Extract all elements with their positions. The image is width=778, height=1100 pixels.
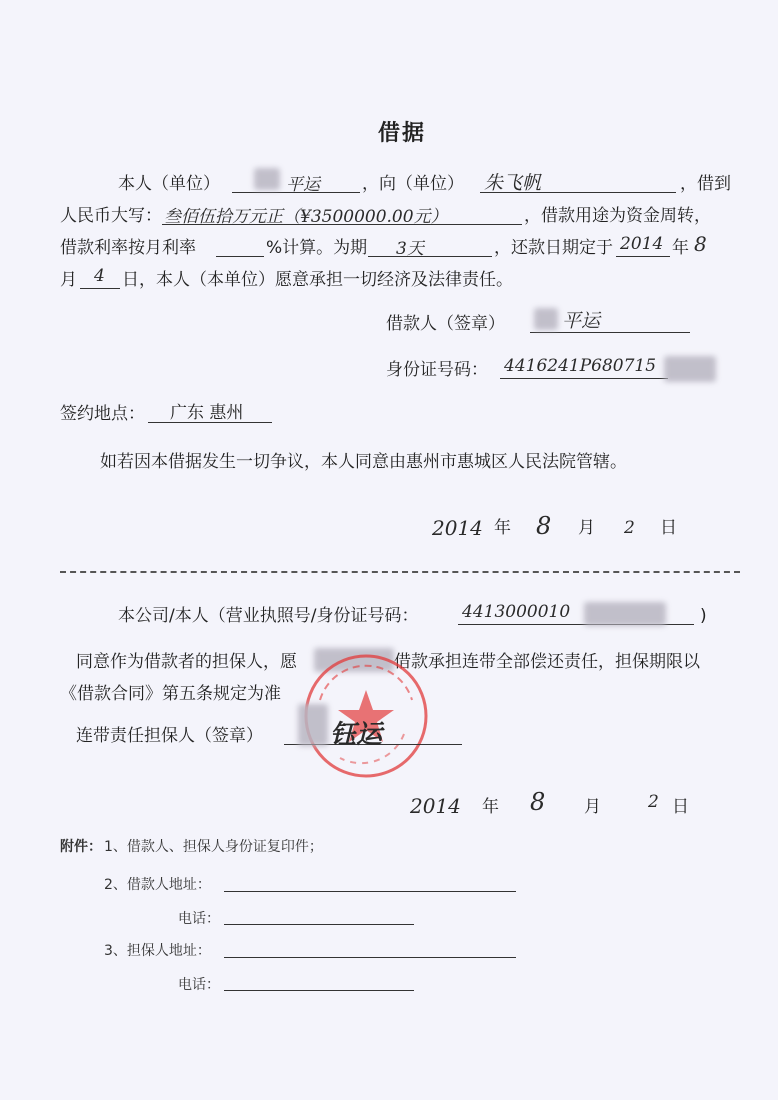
redaction-blur xyxy=(584,602,666,626)
redaction-blur xyxy=(534,308,558,330)
borrower-phone-label: 电话： xyxy=(178,911,220,927)
redaction-blur xyxy=(254,168,280,190)
lender-name-handwritten: 朱飞帆 xyxy=(484,172,542,194)
date2-month-char: 月 xyxy=(584,797,601,817)
text-month: 月 xyxy=(60,270,77,290)
date1-month: 8 xyxy=(536,512,552,540)
attachment-item-2: 2、借款人地址： xyxy=(104,877,211,893)
date1-month-char: 月 xyxy=(578,518,595,538)
guarantor-sign-label: 连带责任担保人（签章） xyxy=(76,726,263,746)
text-interest: 借款利率按月利率 xyxy=(60,238,196,258)
guarantor-id-label: 本公司/本人（营业执照号/身份证号码： xyxy=(118,606,419,626)
location-value: 广东 惠州 xyxy=(170,403,244,423)
date2-day: 2 xyxy=(648,792,659,812)
attachments-label: 附件： xyxy=(60,839,102,855)
period-underline xyxy=(368,256,492,257)
date1-year-char: 年 xyxy=(494,518,511,538)
repay-year-underline xyxy=(616,256,670,257)
text-percent-period: %计算。为期 xyxy=(266,238,368,258)
borrower-name-handwritten: 平运 xyxy=(286,175,320,195)
borrower-address-line xyxy=(224,891,516,892)
text-purpose: ，借款用途为资金周转， xyxy=(524,206,711,226)
period-handwritten: 3天 xyxy=(396,239,424,259)
text-rmb-words: 人民币大写： xyxy=(60,206,162,226)
guarantor-id-handwritten: 4413000010 xyxy=(462,602,571,622)
location-label: 签约地点： xyxy=(60,404,145,424)
guarantor-signature: 钰运 xyxy=(330,720,383,750)
date1-year: 2014 xyxy=(432,516,483,540)
borrower-signature: 平运 xyxy=(562,310,601,332)
text-to-unit: ，向（单位） xyxy=(362,174,464,194)
guarantor-consent-a: 同意作为借款者的担保人，愿 xyxy=(76,652,297,672)
guarantor-contract-clause: 《借款合同》第五条规定为准 xyxy=(60,684,281,704)
redaction-blur xyxy=(298,704,328,746)
repay-month-handwritten: 8 xyxy=(694,232,707,256)
date1-day-char: 日 xyxy=(660,518,677,538)
text-self-unit: 本人（单位） xyxy=(118,174,220,194)
guarantor-id-close: ) xyxy=(700,606,707,626)
amount-handwritten: 叁佰伍拾万元正（¥3500000.00元） xyxy=(164,207,448,227)
date2-month: 8 xyxy=(530,788,546,816)
document-title: 借据 xyxy=(378,121,427,146)
repay-year-handwritten: 2014 xyxy=(620,234,664,254)
borrower-sign-underline xyxy=(530,332,690,333)
text-liability: 日，本人（本单位）愿意承担一切经济及法律责任。 xyxy=(122,270,513,290)
guarantor-address-line xyxy=(224,957,516,958)
date1-day: 2 xyxy=(624,518,635,538)
guarantor-phone-line xyxy=(224,990,414,991)
borrower-phone-line xyxy=(224,924,414,925)
repay-day-underline xyxy=(80,288,120,289)
borrower-sign-label: 借款人（签章） xyxy=(386,314,505,334)
date2-year: 2014 xyxy=(410,794,461,818)
section-divider xyxy=(60,571,740,573)
date2-year-char: 年 xyxy=(482,797,499,817)
text-repay-date: ，还款日期定于 xyxy=(494,238,613,258)
id-number-underline xyxy=(500,378,668,379)
date2-day-char: 日 xyxy=(672,797,689,817)
id-number-label: 身份证号码： xyxy=(386,360,488,380)
attachment-item-1: 1、借款人、担保人身份证复印件； xyxy=(104,839,323,855)
text-year: 年 xyxy=(672,238,689,258)
dispute-clause: 如若因本借据发生一切争议，本人同意由惠州市惠城区人民法院管辖。 xyxy=(100,452,627,472)
guarantor-consent-b: 借款承担连带全部偿还责任，担保期限以 xyxy=(394,652,700,672)
guarantor-phone-label: 电话： xyxy=(178,977,220,993)
id-number-handwritten: 4416241P680715 xyxy=(504,356,657,376)
rate-underline xyxy=(216,256,264,257)
redaction-blur xyxy=(664,356,716,382)
attachment-item-3: 3、担保人地址： xyxy=(104,943,211,959)
repay-day-handwritten: 4 xyxy=(94,266,105,286)
text-borrowed: ，借到 xyxy=(680,174,731,194)
